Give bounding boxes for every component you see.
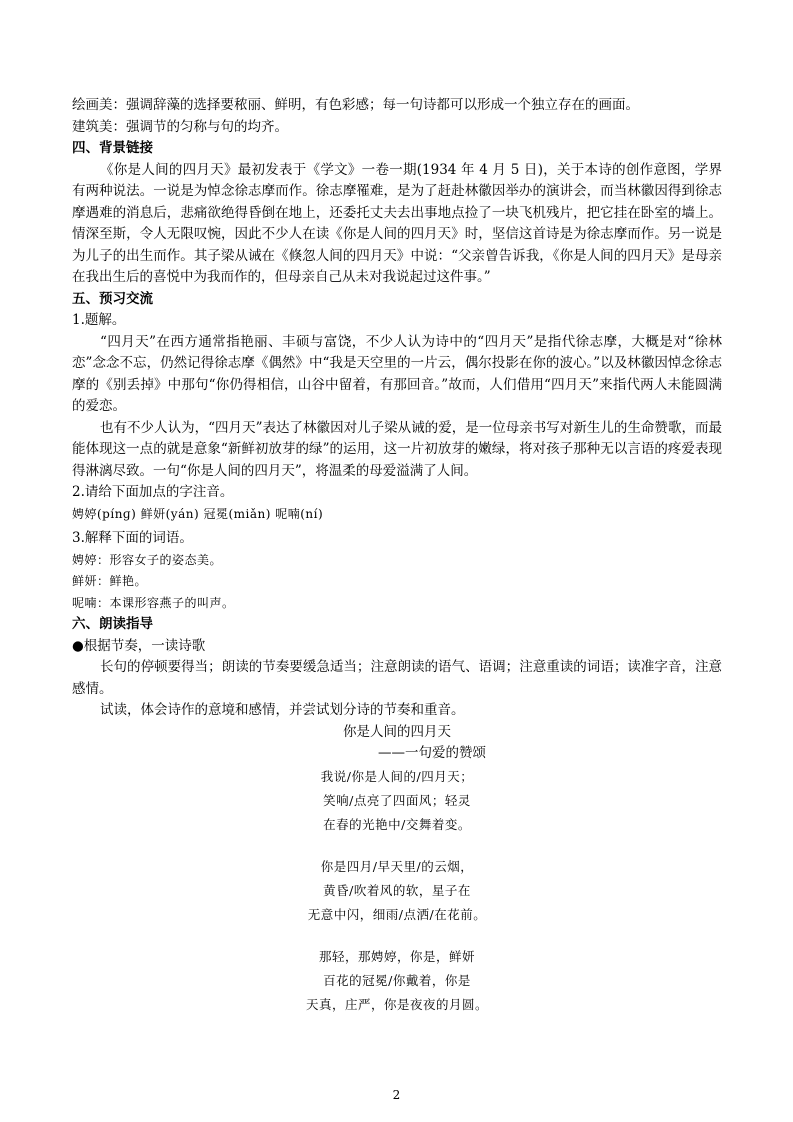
section-heading: 四、背景链接 (72, 140, 153, 156)
poem (72, 722, 722, 1017)
poem-line: 你是四月/早天里/的云烟， (320, 858, 474, 874)
poem-line: 黄昏/吹着风的软，星子在 (323, 882, 471, 898)
list-item: 1.题解。 (72, 312, 126, 328)
page-number: 2 (392, 1088, 401, 1102)
poem-subtitle: ——一句爱的赞颂 (378, 745, 486, 761)
poem-title: 你是人间的四月天 (343, 723, 451, 740)
poem-line: 我说/你是人间的/四月天； (320, 768, 474, 784)
paragraph: 《你是人间的四月天》最初发表于《学文》一卷一期(1934 年 4 月 5 日)，关于本诗的创作意图，学界有两种说法。一说是为悼念徐志摩而作。徐志摩罹难，是为了赶赴林徽因举办的演讲会，而当林徽因得到徐志摩遇难的消息后，悲痛欲绝得昏倒在地上，还委托丈夫去出事地点捡了一块飞机残片，把它挂在卧室的墙上。情深至斯，令人无限叹惋，因此不少人在读《你是人间的四月天》时，坚信这首诗是为徐志摩而作。另一说是为儿子的出生而作。其子梁从诫在《倏忽人间的四月天》中说：“父亲曾告诉我，《你是人间的四月天》是母亲在我出生后的喜悦中为我而作的，但母亲自己从未对我说起过这件事。” (72, 161, 722, 285)
list-item: 2.请给下面加点的字注音。 (72, 484, 234, 500)
poem-line: 那轻，那娉婷，你是，鲜妍 (318, 948, 475, 964)
list-item: 3.解释下面的词语。 (72, 530, 193, 546)
bullet-line: ●根据节奏，一读诗歌 (72, 637, 206, 654)
definition: 鲜妍：鲜艳。 (72, 574, 148, 588)
text-line: 建筑美：强调节的匀称与句的均齐。 (72, 118, 288, 135)
text-line: 绘画美：强调辞藻的选择要秾丽、鲜明，有色彩感；每一句诗都可以形成一个独立存在的画面。 (72, 97, 639, 113)
poem-line: 在春的光艳中/交舞着变。 (323, 816, 471, 832)
section-heading: 六、朗读指导 (72, 616, 153, 632)
definition: 呢喃：本课形容燕子的叫声。 (72, 595, 235, 610)
document-body (72, 95, 722, 1017)
paragraph: 试读，体会诗作的意境和感情，并尝试划分诗的节奏和重音。 (100, 702, 465, 718)
poem-line: 无意中闪，细雨/点洒/在花前。 (307, 906, 487, 922)
paragraph: 长句的停顿要得当；朗读的节奏要缓急适当；注意朗读的语气、语调；注意重读的词语；读准字音，注意感情。 (72, 659, 722, 697)
definition: 娉婷：形容女子的姿态美。 (72, 552, 223, 567)
poem-line: 百花的冠冕/你戴着，你是 (323, 972, 471, 988)
pinyin-line: 娉婷(pínɡ) 鲜妍(yán) 冠冕(miǎn) 呢喃(ní) (72, 506, 324, 521)
section-heading: 五、预习交流 (72, 290, 153, 307)
poem-line: 笑响/点亮了四面风；轻灵 (323, 792, 471, 808)
poem-line: 天真，庄严，你是夜夜的月圆。 (305, 996, 488, 1012)
paragraph: “四月天”在西方通常指艳丽、丰硕与富饶，不少人认为诗中的“四月天”是指代徐志摩，大概是对“徐林恋”念念不忘，仍然记得徐志摩《偶然》中“我是天空里的一片云，偶尔投影在你的波心。”以及林徽因悼念徐志摩的《别丢掉》中那句“你仍得相信，山谷中留着，有那回音。”故而，人们借用“四月天”来指代两人未能圆满的爱恋。 (72, 333, 722, 414)
paragraph: 也有不少人认为，“四月天”表达了林徽因对儿子梁从诫的爱，是一位母亲书写对新生儿的生命赞歌，而最能体现这一点的就是意象“新鲜初放芽的绿”的运用，这一片初放芽的嫩绿，将对孩子那种无以言语的疼爱表现得淋漓尽致。一句“你是人间的四月天”，将温柔的母爱溢满了人间。 (72, 419, 722, 479)
